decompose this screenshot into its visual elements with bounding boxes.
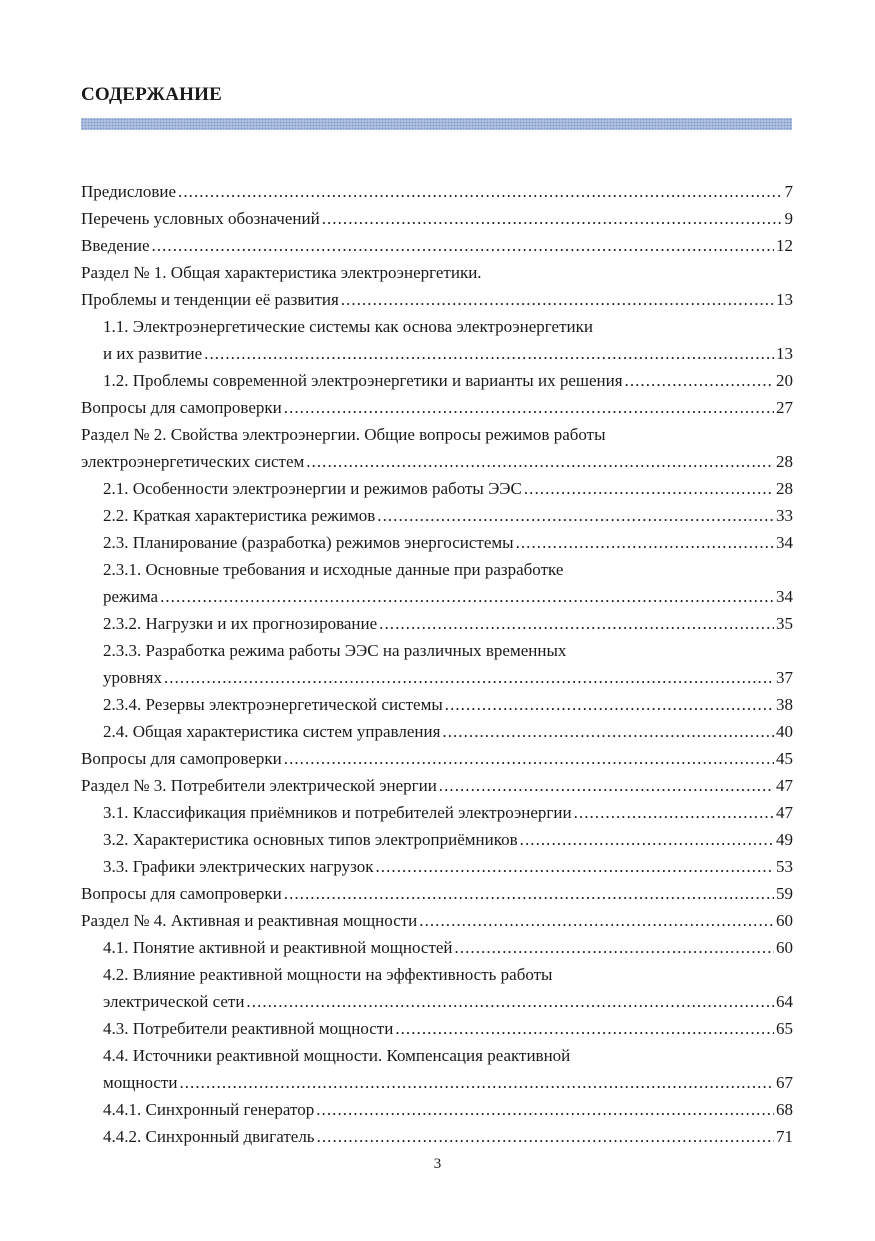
toc-entry-page: 9	[784, 209, 793, 228]
toc-entry	[81, 880, 793, 907]
toc-dot-leader	[395, 1015, 774, 1042]
toc-entry-title: режима	[103, 587, 159, 606]
page-title: СОДЕРЖАНИЕ	[81, 84, 222, 105]
toc-entry	[81, 1015, 793, 1042]
toc-dot-leader	[445, 691, 774, 718]
toc-dot-leader	[152, 232, 774, 259]
toc-entry	[81, 529, 793, 556]
toc-entry	[81, 691, 793, 718]
toc-entry-page: 68	[776, 1100, 793, 1119]
toc-entry-page: 47	[776, 803, 793, 822]
toc-entry-page: 28	[776, 452, 793, 471]
toc-entry-page: 49	[776, 830, 793, 849]
toc-entry	[81, 502, 793, 529]
toc-entry-page: 12	[776, 236, 793, 255]
toc-entry	[81, 421, 793, 448]
toc-dot-leader	[439, 772, 774, 799]
toc-entry	[81, 826, 793, 853]
toc-entry-page: 64	[776, 992, 793, 1011]
toc-entry-title: Раздел № 3. Потребители электрической энергии	[81, 776, 437, 795]
toc-entry-page: 65	[776, 1019, 793, 1038]
toc-entry-title: 3.1. Классификация приёмников и потребителей электроэнергии	[103, 803, 572, 822]
toc-entry	[81, 637, 793, 664]
toc-entry	[81, 583, 793, 610]
page-number: 3	[433, 1156, 442, 1172]
toc-entry-page: 60	[776, 911, 793, 930]
toc-dot-leader	[284, 745, 774, 772]
toc-dot-leader	[341, 286, 774, 313]
toc-entry-page: 13	[776, 290, 793, 309]
toc-dot-leader	[419, 907, 774, 934]
table-of-contents	[81, 178, 793, 1150]
toc-entry-title: 2.3. Планирование (разработка) режимов энергосистемы	[103, 533, 514, 552]
toc-dot-leader	[377, 502, 774, 529]
toc-entry	[81, 259, 793, 286]
toc-dot-leader	[204, 340, 774, 367]
toc-entry	[81, 1069, 793, 1096]
toc-dot-leader	[376, 853, 775, 880]
toc-entry-page: 20	[776, 371, 793, 390]
toc-entry-page: 33	[776, 506, 793, 525]
toc-entry	[81, 205, 793, 232]
toc-entry-title: 4.3. Потребители реактивной мощности	[103, 1019, 394, 1038]
toc-entry	[81, 988, 793, 1015]
toc-entry-page: 71	[776, 1127, 793, 1146]
toc-entry-page: 53	[776, 857, 793, 876]
toc-entry	[81, 313, 793, 340]
toc-entry-page: 40	[776, 722, 793, 741]
toc-dot-leader	[179, 1069, 774, 1096]
toc-entry	[81, 1096, 793, 1123]
toc-entry-page: 47	[776, 776, 793, 795]
toc-dot-leader	[574, 799, 774, 826]
toc-entry-page: 28	[776, 479, 793, 498]
toc-entry-page: 35	[776, 614, 793, 633]
toc-entry-title: и их развитие	[103, 344, 203, 363]
toc-entry	[81, 961, 793, 988]
toc-entry-page: 7	[784, 182, 793, 201]
toc-entry	[81, 718, 793, 745]
toc-entry-title: Раздел № 4. Активная и реактивная мощности	[81, 911, 418, 930]
toc-entry-title: Раздел № 1. Общая характеристика электроэнергетики.	[81, 263, 482, 282]
toc-entry	[81, 1042, 793, 1069]
toc-entry	[81, 448, 793, 475]
toc-entry-title: 4.1. Понятие активной и реактивной мощностей	[103, 938, 453, 957]
toc-entry-title: Раздел № 2. Свойства электроэнергии. Общие вопросы режимов работы	[81, 425, 606, 444]
toc-entry-title: Вопросы для самопроверки	[81, 749, 282, 768]
toc-entry-title: Проблемы и тенденции её развития	[81, 290, 339, 309]
toc-entry-page: 34	[776, 533, 793, 552]
toc-entry-title: 4.4. Источники реактивной мощности. Компенсация реактивной	[103, 1046, 571, 1065]
toc-dot-leader	[322, 205, 783, 232]
toc-dot-leader	[178, 178, 782, 205]
toc-entry	[81, 178, 793, 205]
toc-entry-title: Вопросы для самопроверки	[81, 398, 282, 417]
toc-entry	[81, 475, 793, 502]
toc-entry-page: 38	[776, 695, 793, 714]
toc-entry-title: 3.2. Характеристика основных типов электроприёмников	[103, 830, 518, 849]
toc-entry-title: 2.1. Особенности электроэнергии и режимов работы ЭЭС	[103, 479, 522, 498]
toc-entry-title: Предисловие	[81, 182, 177, 201]
toc-entry-title: электроэнергетических систем	[81, 452, 305, 471]
toc-entry-title: 3.3. Графики электрических нагрузок	[103, 857, 374, 876]
toc-entry	[81, 745, 793, 772]
toc-dot-leader	[625, 367, 774, 394]
toc-entry	[81, 934, 793, 961]
toc-dot-leader	[442, 718, 774, 745]
toc-entry	[81, 556, 793, 583]
toc-dot-leader	[379, 610, 774, 637]
toc-entry	[81, 772, 793, 799]
toc-dot-leader	[164, 664, 774, 691]
toc-entry-page: 45	[776, 749, 793, 768]
toc-entry-page: 27	[776, 398, 793, 417]
toc-dot-leader	[520, 826, 774, 853]
toc-entry-title: Введение	[81, 236, 150, 255]
toc-dot-leader	[455, 934, 774, 961]
toc-entry-page: 59	[776, 884, 793, 903]
toc-entry	[81, 853, 793, 880]
toc-dot-leader	[524, 475, 774, 502]
toc-entry	[81, 286, 793, 313]
toc-entry-title: 1.2. Проблемы современной электроэнергетики и варианты их решения	[103, 371, 623, 390]
toc-entry	[81, 232, 793, 259]
toc-entry-title: 2.3.3. Разработка режима работы ЭЭС на различных временных	[103, 641, 567, 660]
toc-entry-title: 2.2. Краткая характеристика режимов	[103, 506, 376, 525]
toc-dot-leader	[246, 988, 774, 1015]
decorative-divider	[81, 118, 792, 130]
toc-entry-title: 2.3.4. Резервы электроэнергетической системы	[103, 695, 443, 714]
toc-entry-title: мощности	[103, 1073, 178, 1092]
toc-dot-leader	[317, 1123, 774, 1150]
toc-entry-page: 37	[776, 668, 793, 687]
toc-entry-title: 4.2. Влияние реактивной мощности на эффективность работы	[103, 965, 553, 984]
toc-dot-leader	[160, 583, 774, 610]
toc-entry-title: 2.3.2. Нагрузки и их прогнозирование	[103, 614, 378, 633]
toc-entry-page: 60	[776, 938, 793, 957]
toc-entry	[81, 367, 793, 394]
toc-entry-title: уровнях	[103, 668, 162, 687]
toc-entry-title: 2.3.1. Основные требования и исходные данные при разработке	[103, 560, 564, 579]
toc-entry-page: 34	[776, 587, 793, 606]
toc-entry	[81, 1123, 793, 1150]
toc-entry-title: Перечень условных обозначений	[81, 209, 320, 228]
toc-entry-title: электрической сети	[103, 992, 245, 1011]
toc-entry-title: 2.4. Общая характеристика систем управления	[103, 722, 441, 741]
toc-entry	[81, 340, 793, 367]
toc-entry	[81, 610, 793, 637]
toc-entry	[81, 907, 793, 934]
toc-entry	[81, 394, 793, 421]
toc-entry-title: 1.1. Электроэнергетические системы как основа электроэнергетики	[103, 317, 593, 336]
toc-dot-leader	[516, 529, 774, 556]
toc-dot-leader	[284, 880, 774, 907]
toc-entry-page: 67	[776, 1073, 793, 1092]
toc-entry	[81, 664, 793, 691]
toc-dot-leader	[284, 394, 774, 421]
toc-entry-page: 13	[776, 344, 793, 363]
toc-entry-title: Вопросы для самопроверки	[81, 884, 282, 903]
toc-entry	[81, 799, 793, 826]
toc-dot-leader	[316, 1096, 774, 1123]
toc-entry-title: 4.4.2. Синхронный двигатель	[103, 1127, 315, 1146]
toc-dot-leader	[306, 448, 774, 475]
toc-entry-title: 4.4.1. Синхронный генератор	[103, 1100, 315, 1119]
